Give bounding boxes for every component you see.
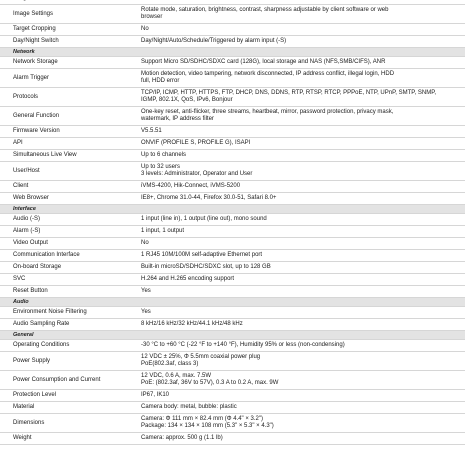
spec-row xyxy=(0,262,465,274)
spec-row xyxy=(0,390,465,402)
spec-value xyxy=(140,214,465,225)
spec-row xyxy=(0,5,465,24)
spec-row xyxy=(0,433,465,445)
spec-value xyxy=(140,433,465,444)
spec-row xyxy=(0,88,465,107)
spec-value-line: Day/Night/Auto/Schedule/Triggered by alarm input (-S) xyxy=(141,38,287,44)
spec-value-line: PoE: (802.3af, 36V to 57V), 0.3 A to 0.2 A, max. 9W xyxy=(141,380,279,386)
section-header: Interface xyxy=(0,205,465,214)
spec-value-line: full, HDD error xyxy=(141,78,180,84)
spec-value-line: browser xyxy=(141,14,163,20)
spec-label: Video Output xyxy=(13,240,48,246)
spec-value-line: H.264 and H.265 encoding support xyxy=(141,276,235,282)
section-header: Network xyxy=(0,48,465,57)
spec-row xyxy=(0,402,465,414)
spec-row xyxy=(0,226,465,238)
spec-value-line: 12 VDC, 0.6 A, max. 7.5W xyxy=(141,373,212,379)
spec-row xyxy=(0,181,465,193)
spec-value xyxy=(140,57,465,68)
spec-row xyxy=(0,24,465,36)
spec-label: Alarm (-S) xyxy=(13,228,41,234)
spec-label: Weight xyxy=(13,435,32,441)
spec-value xyxy=(140,274,465,285)
spec-value xyxy=(140,238,465,249)
spec-label: User/Host xyxy=(13,167,40,174)
spec-value xyxy=(140,181,465,192)
spec-row xyxy=(0,250,465,262)
spec-label: SVC xyxy=(13,276,26,282)
spec-row xyxy=(0,36,465,48)
spec-value-line: Package: 134 × 134 × 108 mm (5.3" × 5.3" × 4.3") xyxy=(141,423,274,429)
spec-row xyxy=(0,162,465,181)
spec-value-line: 3 levels: Administrator, Operator and User xyxy=(141,171,253,177)
spec-value-line: PoE(802.3af, class 3) xyxy=(141,361,199,367)
spec-value xyxy=(140,262,465,273)
spec-row xyxy=(0,57,465,69)
spec-label: Simultaneous Live View xyxy=(13,152,77,158)
spec-label: Day/Night Switch xyxy=(13,38,59,44)
spec-value-line: Yes xyxy=(141,309,151,315)
spec-value-line: No xyxy=(141,26,149,32)
spec-row xyxy=(0,138,465,150)
spec-label xyxy=(0,0,140,4)
spec-value xyxy=(140,414,465,432)
spec-value-line: iVMS-4200, Hik-Connect, iVMS-5200 xyxy=(141,183,241,189)
spec-label: On-board Storage xyxy=(13,264,62,270)
spec-value xyxy=(140,193,465,204)
spec-value xyxy=(140,138,465,149)
spec-value-line: 1 input, 1 output xyxy=(141,228,185,234)
spec-value xyxy=(140,352,465,370)
section-header: General xyxy=(0,331,465,340)
spec-value-line: Camera: approx. 500 g (1.1 lb) xyxy=(141,435,223,441)
spec-value-line: No xyxy=(141,240,149,246)
spec-label: Protection Level xyxy=(13,392,57,398)
spec-label: Client xyxy=(13,183,29,189)
spec-label: Communication Interface xyxy=(13,252,80,258)
spec-value xyxy=(140,24,465,35)
spec-row xyxy=(0,340,465,352)
spec-value xyxy=(140,390,465,401)
spec-value-line: TCP/IP, ICMP, HTTP, HTTPS, FTP, DHCP, DNS, DDNS, RTP, RTSP, RTCP, PPPoE, NTP, UPnP, SMTP, SNMP, xyxy=(141,90,437,96)
spec-value xyxy=(140,319,465,330)
spec-label: Dimensions xyxy=(13,419,45,426)
spec-label: Audio Sampling Rate xyxy=(13,321,70,327)
spec-label: Material xyxy=(13,404,35,410)
spec-value xyxy=(140,162,465,180)
spec-value-line: V5.5.51 xyxy=(141,128,162,134)
spec-row xyxy=(0,371,465,390)
spec-value-line: -30 °C to +60 °C (-22 °F to +140 °F), Humidity 95% or less (non-condensing) xyxy=(141,342,345,348)
spec-label: Protocols xyxy=(13,93,39,100)
spec-value-line xyxy=(141,0,451,2)
spec-label: Image Settings xyxy=(13,10,54,17)
spec-value-line: Up to 6 channels xyxy=(141,152,187,158)
spec-value-line: Motion detection, video tampering, network disconnected, IP address conflict, illegal login, HDD xyxy=(141,71,395,77)
spec-value xyxy=(140,371,465,389)
spec-label: Network Storage xyxy=(13,59,58,65)
spec-value-line: IGMP, 802.1X, QoS, IPv6, Bonjour xyxy=(141,97,233,103)
spec-label: Environment Noise Filtering xyxy=(13,309,87,315)
spec-value xyxy=(140,69,465,87)
spec-label: API xyxy=(13,140,23,146)
spec-row xyxy=(0,214,465,226)
spec-value xyxy=(140,126,465,137)
spec-label: Operating Conditions xyxy=(13,342,70,348)
spec-row xyxy=(0,238,465,250)
spec-row xyxy=(0,286,465,298)
spec-value xyxy=(140,402,465,413)
spec-label: Power Consumption and Current xyxy=(13,376,101,383)
spec-value xyxy=(140,5,465,23)
spec-value-line: ONVIF (PROFILE S, PROFILE G), ISAPI xyxy=(141,140,251,146)
spec-value xyxy=(140,150,465,161)
spec-row xyxy=(0,274,465,286)
spec-value-line: watermark, IP address filter xyxy=(141,116,214,122)
spec-value-line: Yes xyxy=(141,288,151,294)
spec-label: General Function xyxy=(13,112,60,119)
spec-row xyxy=(0,193,465,205)
spec-value-line: 1 input (line in), 1 output (line out), mono sound xyxy=(141,216,267,222)
spec-value xyxy=(140,250,465,261)
spec-row xyxy=(0,69,465,88)
spec-row xyxy=(0,107,465,126)
spec-value-line: 8 kHz/16 kHz/32 kHz/44.1 kHz/48 kHz xyxy=(141,321,243,327)
spec-row xyxy=(0,307,465,319)
spec-row xyxy=(0,150,465,162)
spec-value-line: Built-in microSD/SDHC/SDXC slot, up to 128 GB xyxy=(141,264,271,270)
spec-value xyxy=(140,226,465,237)
spec-row xyxy=(0,319,465,331)
spec-row xyxy=(0,414,465,433)
spec-value-line: 12 VDC ± 25%, Φ 5.5mm coaxial power plug xyxy=(141,354,261,360)
spec-value-line: One-key reset, anti-flicker, three streams, heartbeat, mirror, password protection, privacy mask, xyxy=(141,109,394,115)
spec-value-line: IP67, IK10 xyxy=(141,392,170,398)
spec-value-line: Support Micro SD/SDHC/SDXC card (128G), local storage and NAS (NFS,SMB/CIFS), ANR xyxy=(141,59,386,65)
spec-label: Alarm Trigger xyxy=(13,74,50,81)
spec-label: Target Cropping xyxy=(13,26,56,32)
spec-label: Power Supply xyxy=(13,357,51,364)
spec-value-line: Rotate mode, saturation, brightness, contrast, sharpness adjustable by client software or web xyxy=(141,7,389,13)
spec-value xyxy=(140,286,465,297)
spec-value xyxy=(140,107,465,125)
spec-label: Web Browser xyxy=(13,195,49,201)
spec-value-line: 1 RJ45 10M/100M self-adaptive Ethernet port xyxy=(141,252,263,258)
spec-value-line: IE8+, Chrome 31.0-44, Firefox 30.0-51, Safari 8.0+ xyxy=(141,195,277,201)
spec-value xyxy=(140,307,465,318)
spec-value xyxy=(140,340,465,351)
spec-label: Audio (-S) xyxy=(13,216,41,222)
spec-value xyxy=(140,0,465,4)
spec-value xyxy=(140,36,465,47)
spec-value-line: Up to 32 users xyxy=(141,164,181,170)
spec-row xyxy=(0,126,465,138)
spec-label: Reset Button xyxy=(13,288,48,294)
spec-value-line: Camera body: metal, bubble: plastic xyxy=(141,404,237,410)
spec-label: Firmware Version xyxy=(13,128,60,134)
section-header: Audio xyxy=(0,298,465,307)
spec-value xyxy=(140,88,465,106)
spec-value-line: Camera: Φ 111 mm × 82.4 mm (Φ 4.4" × 3.2") xyxy=(141,416,263,422)
spec-row xyxy=(0,352,465,371)
